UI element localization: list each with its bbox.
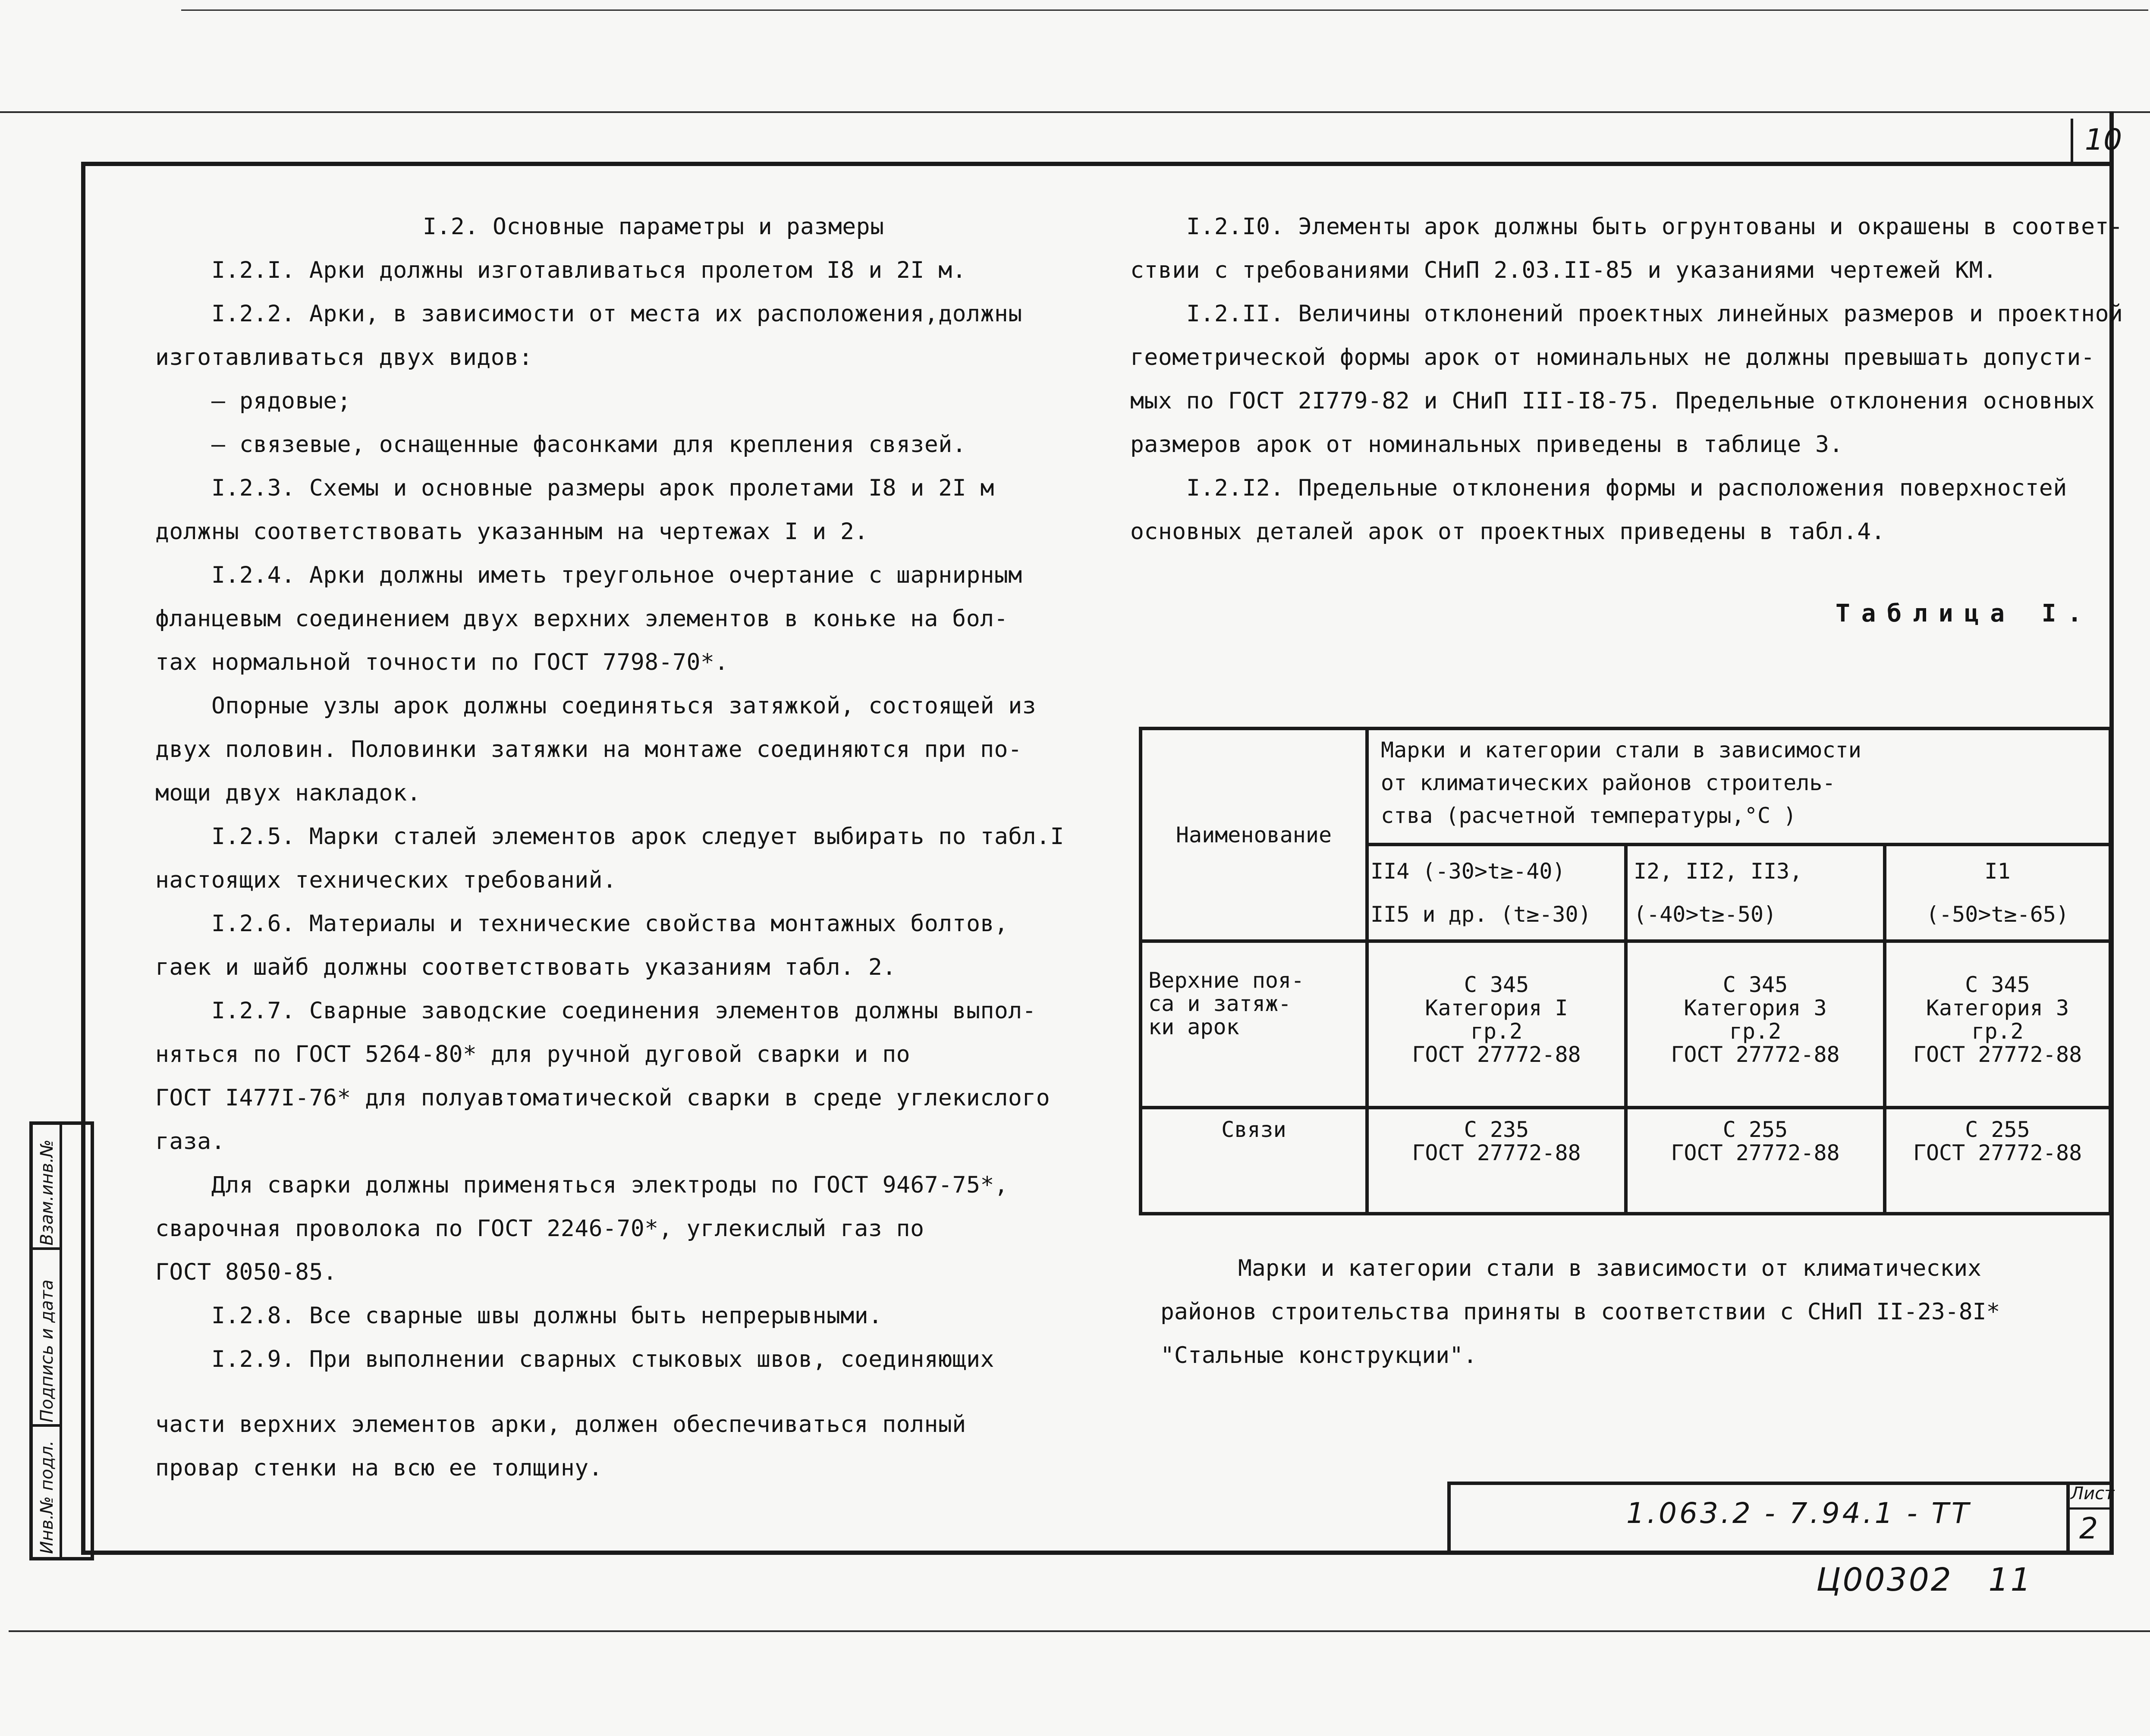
- paragraph-line: I.2.3. Схемы и основные размеры арок пролетами I8 и 2I м: [211, 475, 994, 501]
- row-name-cell: [1141, 1108, 1367, 1214]
- paragraph-line: геометрической формы арок от номинальных не должны превышать допусти-: [1130, 344, 2095, 370]
- paragraph-line: I.2.4. Арки должны иметь треугольное очертание с шарнирным: [211, 562, 1022, 588]
- row-name-line: Связи: [1221, 1117, 1286, 1142]
- temp-line: I1: [1984, 859, 2011, 884]
- sheet-label: Лист: [2071, 1484, 2115, 1504]
- header-group-line: Марки и категории стали в зависимости: [1381, 738, 1861, 763]
- paragraph-line: мых по ГОСТ 2I779-82 и СНиП III-I8-75. Предельные отклонения основных: [1130, 388, 2095, 414]
- grade-cell: [1367, 941, 1626, 1108]
- list-item: – связевые, оснащенные фасонками для крепления связей.: [211, 431, 967, 458]
- temp-line: II4 (-30>t≥-40): [1370, 859, 1565, 884]
- right-text-column: [1130, 205, 2123, 553]
- table-caption: Таблица I.: [1836, 600, 2093, 628]
- grade-line: С 345: [1723, 972, 1788, 997]
- temp-line: I2, II2, II3,: [1634, 859, 1803, 884]
- paragraph-line: няться по ГОСТ 5264-80* для ручной дуговой сварки и по: [155, 1041, 911, 1067]
- sidebar-label-replacement-inv: Взам.инв.№: [37, 1139, 57, 1246]
- paragraph-line: I.2.9. При выполнении сварных стыковых швов, соединяющих: [211, 1346, 994, 1372]
- paragraph-line: I.2.I2. Предельные отклонения формы и расположения поверхностей: [1186, 475, 2067, 501]
- section-heading: I.2. Основные параметры и размеры: [423, 213, 884, 240]
- table-note: [1160, 1246, 2000, 1377]
- grade-cell: [1885, 941, 2110, 1108]
- paragraph-line: фланцевым соединением двух верхних элементов в коньке на бол-: [155, 606, 1008, 632]
- grade-line: С 345: [1464, 972, 1529, 997]
- grade-cell: [1885, 1108, 2110, 1214]
- grade-line: гр.2: [1729, 1019, 1782, 1044]
- paragraph-line: основных деталей арок от проектных приведены в табл.4.: [1130, 518, 1886, 545]
- paragraph-line: газа.: [155, 1128, 226, 1155]
- paragraph-line: гаек и шайб должны соответствовать указаниям табл. 2.: [155, 954, 896, 980]
- sidebar-label-signature-date: Подпись и дата: [37, 1279, 57, 1422]
- sidebar-label-inv-orig: Инв.№ подл.: [37, 1440, 57, 1554]
- grade-line: ГОСТ 27772-88: [1913, 1042, 2082, 1067]
- bottom-edge-line: [9, 1630, 2150, 1632]
- temp-line: (-50>t≥-65): [1926, 902, 2069, 927]
- archive-number: Ц00302 11: [1816, 1561, 2033, 1598]
- grade-line: Категория 3: [1926, 995, 2069, 1020]
- paragraph-line: I.2.8. Все сварные швы должны быть непрерывными.: [211, 1303, 883, 1329]
- grade-cell: [1367, 1108, 1626, 1214]
- row-name-cell: [1141, 941, 1367, 1108]
- paragraph-line: Для сварки должны применяться электроды по ГОСТ 9467-75*,: [211, 1172, 1009, 1198]
- paragraph-line: изготавливаться двух видов:: [155, 344, 533, 370]
- sheet-value: 2: [2079, 1512, 2098, 1546]
- table-header-row: [1141, 728, 2110, 844]
- paragraph-line: I.2.I0. Элементы арок должны быть огрунтованы и окрашены в соответ-: [1186, 213, 2123, 240]
- paragraph-line: ствии с требованиями СНиП 2.03.II-85 и указаниями чертежей КМ.: [1130, 257, 1997, 283]
- grade-line: С 255: [1965, 1117, 2030, 1142]
- paragraph-line: I.2.7. Сварные заводские соединения элементов должны выпол-: [211, 998, 1037, 1024]
- header-group-cell: [1367, 728, 2110, 844]
- grade-cell: [1626, 1108, 1885, 1214]
- grade-line: С 255: [1723, 1117, 1788, 1142]
- top-edge-line: [181, 9, 2148, 11]
- paragraph-line: настоящих технических требований.: [155, 867, 617, 893]
- paragraph-line: I.2.I. Арки должны изготавливаться пролетом I8 и 2I м.: [211, 257, 967, 283]
- paragraph-line: двух половин. Половинки затяжки на монтаже соединяются при по-: [155, 736, 1022, 763]
- paragraph-line: I.2.5. Марки сталей элементов арок следует выбирать по табл.I: [211, 823, 1064, 850]
- document-code: 1.063.2 - 7.94.1 - ТТ: [1626, 1497, 1972, 1530]
- paragraph-line: сварочная проволока по ГОСТ 2246-70*, углекислый газ по: [155, 1215, 924, 1242]
- row-name-line: Верхние поя-: [1148, 968, 1304, 993]
- frame-top-line: [0, 111, 2150, 113]
- approval-sidebar: [29, 1121, 94, 1560]
- grade-line: ГОСТ 27772-88: [1412, 1140, 1581, 1165]
- temp-col-1: [1367, 844, 1626, 941]
- grade-line: С 235: [1464, 1117, 1529, 1142]
- temp-col-2: [1626, 844, 1885, 941]
- paragraph-line: должны соответствовать указанным на чертежах I и 2.: [155, 518, 868, 545]
- sidebar-divider: [60, 1125, 62, 1557]
- grade-cell: [1626, 941, 1885, 1108]
- paragraph-line: мощи двух накладок.: [155, 780, 421, 806]
- grade-line: ГОСТ 27772-88: [1671, 1042, 1840, 1067]
- header-group-line: от климатических районов строитель-: [1381, 770, 1836, 795]
- grade-line: ГОСТ 27772-88: [1412, 1042, 1581, 1067]
- paragraph-line: I.2.2. Арки, в зависимости от места их расположения,должны: [211, 301, 1022, 327]
- grade-line: Категория I: [1425, 995, 1568, 1020]
- grade-line: гр.2: [1971, 1019, 2024, 1044]
- grade-line: ГОСТ 27772-88: [1671, 1140, 1840, 1165]
- note-line: Марки и категории стали в зависимости от климатических: [1238, 1255, 1982, 1281]
- row-name-line: са и затяж-: [1148, 991, 1292, 1016]
- list-item: – рядовые;: [211, 388, 352, 414]
- temp-line: II5 и др. (t≥-30): [1370, 902, 1591, 927]
- note-line: "Стальные конструкции".: [1160, 1342, 1477, 1369]
- paragraph-line: I.2.6. Материалы и технические свойства монтажных болтов,: [211, 910, 1009, 937]
- paragraph-line: I.2.II. Величины отклонений проектных линейных размеров и проектной: [1186, 301, 2123, 327]
- paragraph-line: части верхних элементов арки, должен обеспечиваться полный: [155, 1411, 966, 1438]
- grade-line: ГОСТ 27772-88: [1913, 1140, 2082, 1165]
- paragraph-line: провар стенки на всю ее толщину.: [155, 1455, 603, 1481]
- paragraph-line: размеров арок от номинальных приведены в таблице 3.: [1130, 431, 1843, 458]
- grade-line: гр.2: [1470, 1019, 1523, 1044]
- steel-grades-table: [1139, 727, 2112, 1215]
- table-row: [1141, 1108, 2110, 1214]
- page-number: 10: [2071, 119, 2134, 162]
- paragraph-line: ГОСТ I477I-76* для полуавтоматической сварки в среде углекислого: [155, 1085, 1050, 1111]
- paragraph-line: ГОСТ 8050-85.: [155, 1259, 337, 1285]
- note-line: районов строительства приняты в соответствии с СНиП II-23-8I*: [1160, 1299, 2000, 1325]
- table-row: [1141, 941, 2110, 1108]
- row-name-line: ки арок: [1148, 1014, 1239, 1039]
- paragraph-line: Опорные узлы арок должны соединяться затяжкой, состоящей из: [211, 693, 1037, 719]
- header-name-cell: Наименование: [1141, 728, 1367, 941]
- left-text-column: [155, 205, 1064, 1490]
- grade-line: Категория 3: [1684, 995, 1827, 1020]
- temp-col-3: [1885, 844, 2110, 941]
- grade-line: С 345: [1965, 972, 2030, 997]
- paragraph-line: тах нормальной точности по ГОСТ 7798-70*.: [155, 649, 729, 675]
- temp-line: (-40>t≥-50): [1634, 902, 1777, 927]
- header-group-line: ства (расчетной температуры,°С ): [1381, 803, 1797, 828]
- sheet-box-divider: [2066, 1507, 2114, 1510]
